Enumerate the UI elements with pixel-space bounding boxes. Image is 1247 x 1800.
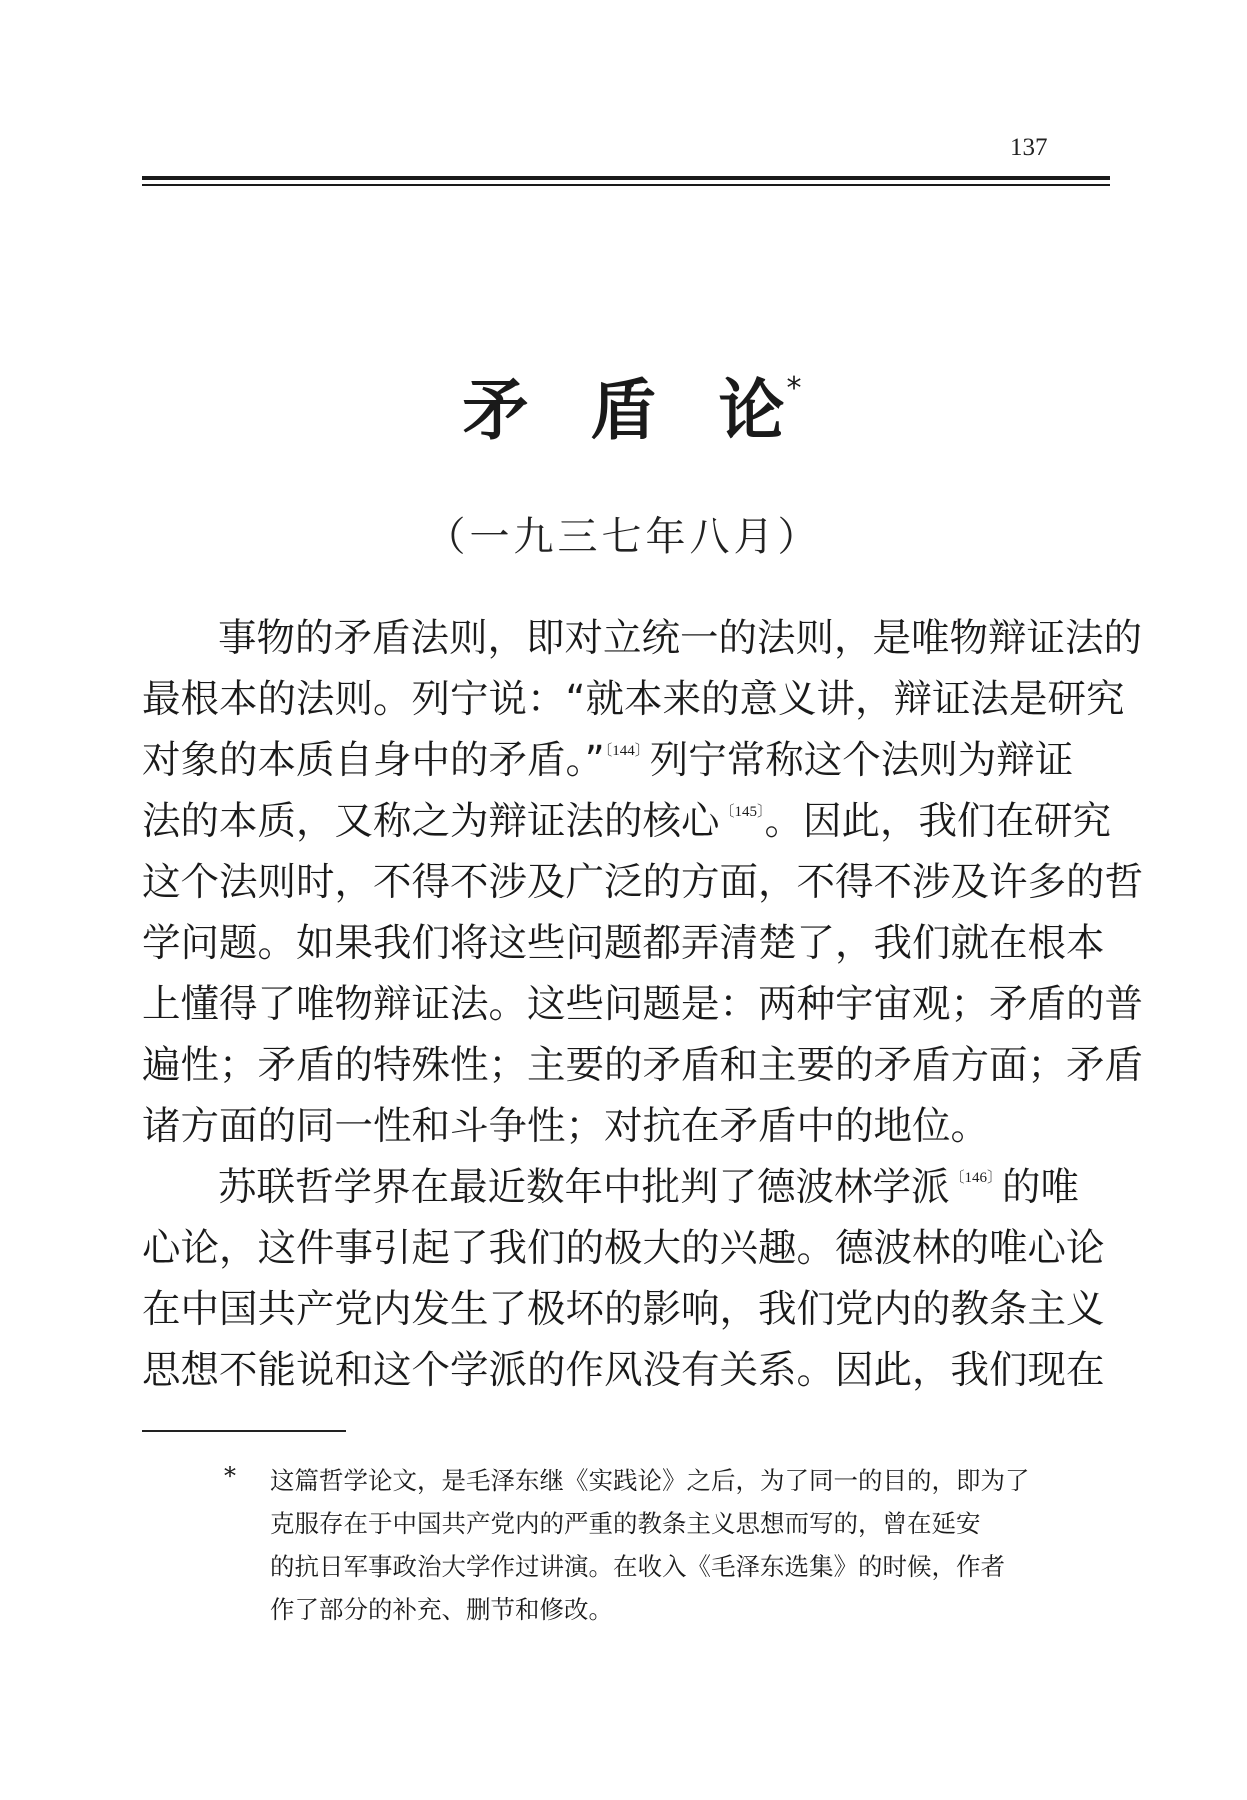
paragraph-line: 对象的本质自身中的矛盾。”$^{〔144〕}$列宁常称这个法则为辩证 xyxy=(142,738,1074,783)
endnote-ref-146[interactable]: 〔146〕 xyxy=(949,1170,1003,1186)
paragraph-line: 在中国共产党内发生了极坏的影响，我们党内的教条主义 xyxy=(142,1287,1105,1332)
paragraph-line: 学问题。如果我们将这些问题都弄清楚了，我们就在根本 xyxy=(142,921,1105,966)
footnote-line: 作了部分的补充、删节和修改。 xyxy=(270,1595,613,1624)
paragraph-line: 诸方面的同一性和斗争性；对抗在矛盾中的地位。 xyxy=(142,1104,990,1149)
footnote-rule xyxy=(142,1430,346,1432)
paragraph-line: 苏联哲学界在最近数年中批判了德波林学派$^{〔146〕}$的唯 xyxy=(218,1165,1080,1210)
footnote-line: 克服存在于中国共产党内的严重的教条主义思想而写的，曾在延安 xyxy=(270,1509,981,1538)
header-rule-thin xyxy=(142,184,1110,186)
footnote-line: 的抗日军事政治大学作过讲演。在收入《毛泽东选集》的时候，作者 xyxy=(270,1552,1005,1581)
chapter-title xyxy=(0,371,1247,449)
header-rule-thick xyxy=(142,176,1110,180)
page-number: 137 xyxy=(1010,134,1048,161)
title-char-1: 矛 xyxy=(462,372,529,449)
title-char-3: 论 xyxy=(718,372,785,449)
endnote-ref-144[interactable]: 〔144〕 xyxy=(604,743,650,759)
chapter-date: （一九三七年八月） xyxy=(425,514,822,560)
endnote-ref-145[interactable]: 〔145〕 xyxy=(719,804,765,820)
paragraph-line: 上懂得了唯物辩证法。这些问题是：两种宇宙观；矛盾的普 xyxy=(142,982,1144,1027)
paragraph-line: 这个法则时，不得不涉及广泛的方面，不得不涉及许多的哲 xyxy=(142,860,1144,905)
paragraph-line: 最根本的法则。列宁说：“就本来的意义讲，辩证法是研究 xyxy=(142,677,1125,722)
paragraph-line: 遍性；矛盾的特殊性；主要的矛盾和主要的矛盾方面；矛盾 xyxy=(142,1043,1144,1088)
footnote-line: 这篇哲学论文，是毛泽东继《实践论》之后，为了同一的目的，即为了 xyxy=(270,1466,1030,1495)
paragraph-line: 法的本质，又称之为辩证法的核心$^{〔145〕}$。因此，我们在研究 xyxy=(142,799,1112,844)
title-footnote-marker: * xyxy=(786,371,802,406)
footnote-marker: * xyxy=(224,1462,236,1490)
paragraph-line: 事物的矛盾法则，即对立统一的法则，是唯物辩证法的 xyxy=(218,616,1143,661)
paragraph-line: 思想不能说和这个学派的作风没有关系。因此，我们现在 xyxy=(142,1348,1105,1393)
title-char-2: 盾 xyxy=(590,372,657,449)
paragraph-line: 心论，这件事引起了我们的极大的兴趣。德波林的唯心论 xyxy=(142,1226,1105,1271)
